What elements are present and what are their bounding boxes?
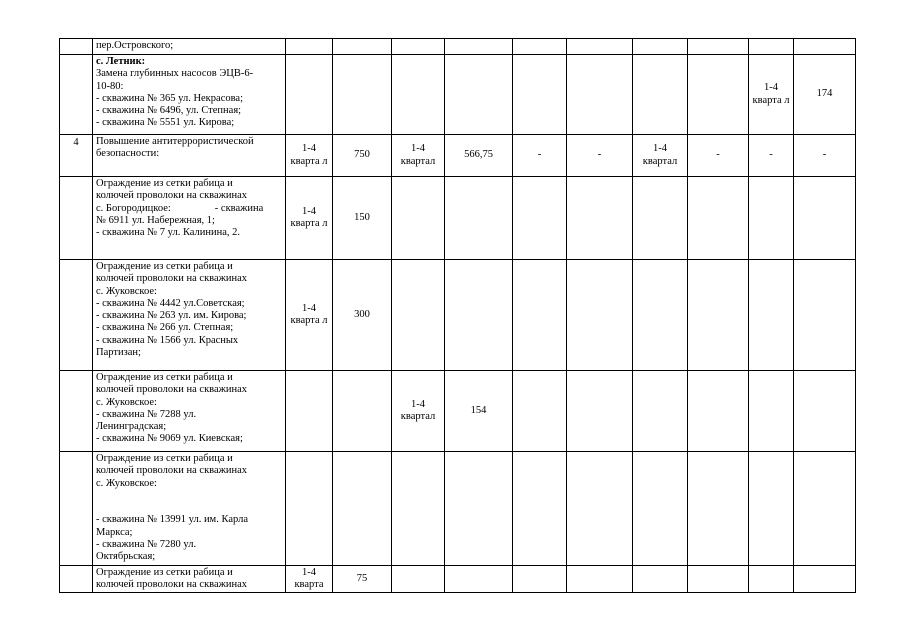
description-line: пер.Островского;: [96, 40, 174, 51]
value-cell-col3: 1-4 кварта: [286, 565, 333, 593]
description-line: Ограждение из сетки рабица и: [96, 566, 233, 578]
value-cell-col9: [633, 371, 688, 452]
value-cell-col7: [513, 452, 567, 566]
value-cell-col11: [749, 565, 794, 593]
description-line: колючей проволоки на скважинах: [96, 273, 248, 285]
value-cell-col10: [688, 55, 749, 135]
description-line: Маркса;: [96, 526, 133, 538]
value-cell-col6: [445, 452, 513, 566]
value-cell-col10: -: [688, 135, 749, 177]
value-cell-col6: [445, 177, 513, 260]
row-number-cell: [60, 452, 93, 566]
row-number-cell: [60, 565, 93, 593]
description-line: Повышение антитеррористической: [96, 136, 254, 147]
table-row: [60, 371, 856, 452]
description-line: - скважина: [214, 202, 264, 214]
row-number-cell: [60, 177, 93, 260]
value-cell-col8: [567, 371, 633, 452]
value-cell-col7: -: [513, 135, 567, 177]
value-cell-col7: [513, 565, 567, 593]
value-cell-col4: 300: [333, 260, 392, 371]
value-cell-col10: [688, 452, 749, 566]
value-cell-col11: 1-4 кварта л: [749, 55, 794, 135]
value-cell-col8: [567, 177, 633, 260]
value-cell-col6: [445, 55, 513, 135]
value-cell-col3: 1-4 кварта л: [286, 177, 333, 260]
description-line: - скважина № 9069 ул. Киевская;: [96, 433, 243, 445]
description-line: с. Жуковское:: [96, 285, 157, 297]
value-cell-col7: [513, 260, 567, 371]
value-cell-col3: 1-4 кварта л: [286, 135, 333, 177]
value-cell-col6: 566,75: [445, 135, 513, 177]
description-line: колючей проволоки на скважинах: [96, 384, 248, 396]
value-cell-col5: [392, 565, 445, 593]
description-line: - скважина № 266 ул. Степная;: [96, 322, 234, 334]
description-line: Ограждение из сетки рабица и: [96, 261, 233, 272]
value-cell-col5: [392, 452, 445, 566]
value-cell-col9: [633, 565, 688, 593]
description-line: Октябрьская;: [96, 551, 156, 563]
value-cell-col11: [749, 260, 794, 371]
value-cell-col8: [567, 452, 633, 566]
row-number-cell: [60, 55, 93, 135]
value-cell-col8: -: [567, 135, 633, 177]
value-cell-col9: 1-4 квартал: [633, 135, 688, 177]
value-cell-col10: [688, 371, 749, 452]
description-line: - скважина № 7 ул. Калинина, 2.: [96, 227, 241, 239]
village-heading: с. Летник:: [96, 56, 146, 67]
value-cell-col9: [633, 260, 688, 371]
work-plan-table: [59, 38, 856, 593]
description-line: [96, 502, 282, 514]
value-cell-col8: [567, 55, 633, 135]
value-cell-col10: [688, 565, 749, 593]
description-line: колючей проволоки на скважинах: [96, 465, 248, 477]
value-cell-col7: [513, 39, 567, 55]
value-cell-col5: 1-4 квартал: [392, 371, 445, 452]
value-cell-col7: [513, 177, 567, 260]
description-line: с. Богородицкое:: [96, 202, 171, 214]
description-line: Ленинградская;: [96, 421, 167, 433]
value-cell-col12: [794, 565, 856, 593]
description-line: безопасности:: [96, 148, 160, 160]
value-cell-col10: [688, 260, 749, 371]
table-row: [60, 452, 856, 566]
value-cell-col6: 154: [445, 371, 513, 452]
description-line: № 6911 ул. Набережная, 1;: [96, 214, 215, 226]
description-line: колючей проволоки на скважинах: [96, 578, 248, 590]
value-cell-col5: 1-4 квартал: [392, 135, 445, 177]
description-line: 10-80:: [96, 80, 124, 92]
value-cell-col3: [286, 452, 333, 566]
row-number-cell: [60, 260, 93, 371]
value-cell-col5: [392, 260, 445, 371]
value-cell-col3: 1-4 кварта л: [286, 260, 333, 371]
value-cell-col5: [392, 39, 445, 55]
value-cell-col6: [445, 260, 513, 371]
value-cell-col8: [567, 565, 633, 593]
value-cell-col11: -: [749, 135, 794, 177]
table-row: [60, 565, 856, 593]
description-cell: [93, 39, 286, 55]
description-line: - скважина № 7280 ул.: [96, 539, 197, 551]
value-cell-col7: [513, 55, 567, 135]
value-cell-col8: [567, 39, 633, 55]
value-cell-col12: [794, 452, 856, 566]
description-line: Ограждение из сетки рабица и: [96, 178, 233, 189]
value-cell-col9: [633, 452, 688, 566]
table-row: [60, 135, 856, 177]
value-cell-col12: [794, 260, 856, 371]
value-cell-col4: [333, 55, 392, 135]
value-cell-col11: [749, 452, 794, 566]
value-cell-col11: [749, 371, 794, 452]
value-cell-col4: 75: [333, 565, 392, 593]
value-cell-col11: [749, 177, 794, 260]
value-cell-col3: [286, 39, 333, 55]
description-line: - скважина № 6496, ул. Степная;: [96, 105, 242, 117]
value-cell-col10: [688, 177, 749, 260]
value-cell-col4: [333, 39, 392, 55]
description-line: колючей проволоки на скважинах: [96, 190, 248, 202]
value-cell-col4: [333, 452, 392, 566]
description-line: - скважина № 13991 ул. им. Карла: [96, 514, 248, 526]
value-cell-col9: [633, 39, 688, 55]
description-line: Ограждение из сетки рабица и: [96, 372, 233, 383]
description-cell: [93, 371, 286, 452]
description-line: - скважина № 7288 ул.: [96, 408, 197, 420]
description-line: - скважина № 365 ул. Некрасова;: [96, 92, 243, 104]
description-cell: [93, 55, 286, 135]
description-line: Партизан;: [96, 347, 141, 359]
value-cell-col4: 750: [333, 135, 392, 177]
row-number-cell: 4: [60, 135, 93, 177]
value-cell-col8: [567, 260, 633, 371]
table-row: [60, 177, 856, 260]
value-cell-col4: 150: [333, 177, 392, 260]
value-cell-col3: [286, 371, 333, 452]
value-cell-col9: [633, 55, 688, 135]
description-line: - скважина № 4442 ул.Советская;: [96, 297, 245, 309]
description-cell: [93, 565, 286, 593]
value-cell-col5: [392, 177, 445, 260]
value-cell-col10: [688, 39, 749, 55]
table-row: [60, 260, 856, 371]
table-row: [60, 39, 856, 55]
value-cell-col6: [445, 565, 513, 593]
description-line: - скважина № 263 ул. им. Кирова;: [96, 310, 247, 322]
value-cell-col6: [445, 39, 513, 55]
row-number-cell: [60, 39, 93, 55]
description-line: - скважина № 5551 ул. Кирова;: [96, 117, 235, 129]
row-number-cell: [60, 371, 93, 452]
table-row: [60, 55, 856, 135]
description-line: Замена глубинных насосов ЭЦВ-6-: [96, 68, 254, 80]
description-cell: [93, 135, 286, 177]
value-cell-col4: [333, 371, 392, 452]
value-cell-col12: [794, 371, 856, 452]
value-cell-col9: [633, 177, 688, 260]
value-cell-col11: [749, 39, 794, 55]
value-cell-col12: [794, 39, 856, 55]
value-cell-col12: 174: [794, 55, 856, 135]
value-cell-col12: -: [794, 135, 856, 177]
description-line: с. Жуковское:: [96, 477, 157, 489]
value-cell-col7: [513, 371, 567, 452]
value-cell-col3: [286, 55, 333, 135]
description-line: [96, 490, 282, 502]
description-cell: [93, 177, 286, 260]
description-cell: [93, 452, 286, 566]
description-cell: [93, 260, 286, 371]
description-line: с. Жуковское:: [96, 396, 157, 408]
value-cell-col5: [392, 55, 445, 135]
value-cell-col12: [794, 177, 856, 260]
description-line: - скважина № 1566 ул. Красных: [96, 334, 239, 346]
description-line: Ограждение из сетки рабица и: [96, 453, 233, 464]
